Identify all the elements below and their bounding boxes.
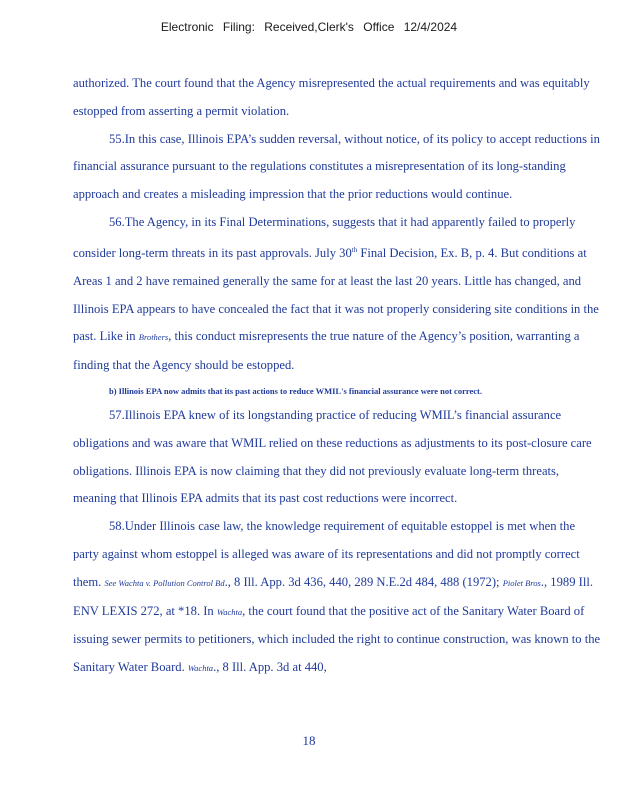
paragraph-58-text-b: ., 8 Ill. App. 3d 436, 440, 289 N.E.2d 484, 488 (1972); [224, 574, 503, 589]
section-heading-b: b) Illinois EPA now admits that its past actions to reduce WMIL's financial assurance were not correct. [109, 385, 482, 396]
paragraph-56-text-b: Final Decision, Ex. B, p. 4. But conditions at Areas 1 and 2 have remained generally the same for at least the last 20 years. Little has changed, and Illinois EPA appears to have concealed the fact that it was not properly considering site conditions in the past. Like in [73, 245, 599, 344]
paragraph-56-text-a: 56.The Agency, in its Final Determinations, suggests that it had apparently failed to properly consider long-term threats in its past approvals. July 30 [73, 214, 576, 260]
paragraph-continuation: authorized. The court found that the Agency misrepresented the actual requirements and was equitably estopped from asserting a permit violation. [73, 76, 590, 118]
paragraph-55: 55.In this case, Illinois EPA’s sudden reversal, without notice, of its policy to accept reductions in financial assurance pursuant to the regulations constitutes a misrepresentation of its long-standing approach and creates a misleading impression that the prior reductions would continue. [73, 131, 600, 202]
ordinal-suffix: th [351, 245, 358, 254]
paragraph-56 [73, 209, 601, 380]
case-citation-wachta: See Wachta v. Pollution Control Bd [104, 577, 225, 588]
case-citation-wachta-short: Wachta [216, 606, 243, 617]
paragraph-57: 57.Illinois EPA knew of its longstanding practice of reducing WMIL’s financial assurance obligations and was aware that WMIL relied on these reductions as adjustments to its post-closure care obligations. Illinois EPA is now claiming that they did not previously evaluate long-term threats, meaning that Illinois EPA admits that its past cost reductions were incorrect. [73, 407, 592, 506]
paragraph-58-text-d: , the court found that the positive act of the Sanitary Water Board of issuing sewer permits to petitioners, which included the right to continue construction, was known to the Sanitary Water Board. [73, 603, 601, 675]
paragraph-56-text-c: , this conduct misrepresents the true nature of the Agency’s position, warranting a finding that the Agency should be estopped. [73, 329, 580, 373]
document-body [73, 70, 601, 683]
paragraph-58 [73, 513, 601, 683]
page-number: 18 [302, 733, 316, 748]
paragraph-58-text-e: ., 8 Ill. App. 3d at 440, [213, 660, 327, 675]
case-citation-piolet: Piolet Bros [502, 577, 541, 588]
case-citation-brothers: Brothers [138, 332, 169, 343]
filing-header: Electronic Filing: Received,Clerk's Office 12/4/2024 [160, 20, 458, 34]
paragraph-58-text-a: 58.Under Illinois case law, the knowledge requirement of equitable estoppel is met when the party against whom estoppel is alleged was aware of its representations and did not promptly correct them. [73, 519, 580, 589]
paragraph-58-text-c: ., 1989 Ill. ENV LEXIS 272, at *18. In [73, 574, 593, 618]
case-citation-wachta-short-2: Wachta [187, 663, 214, 674]
